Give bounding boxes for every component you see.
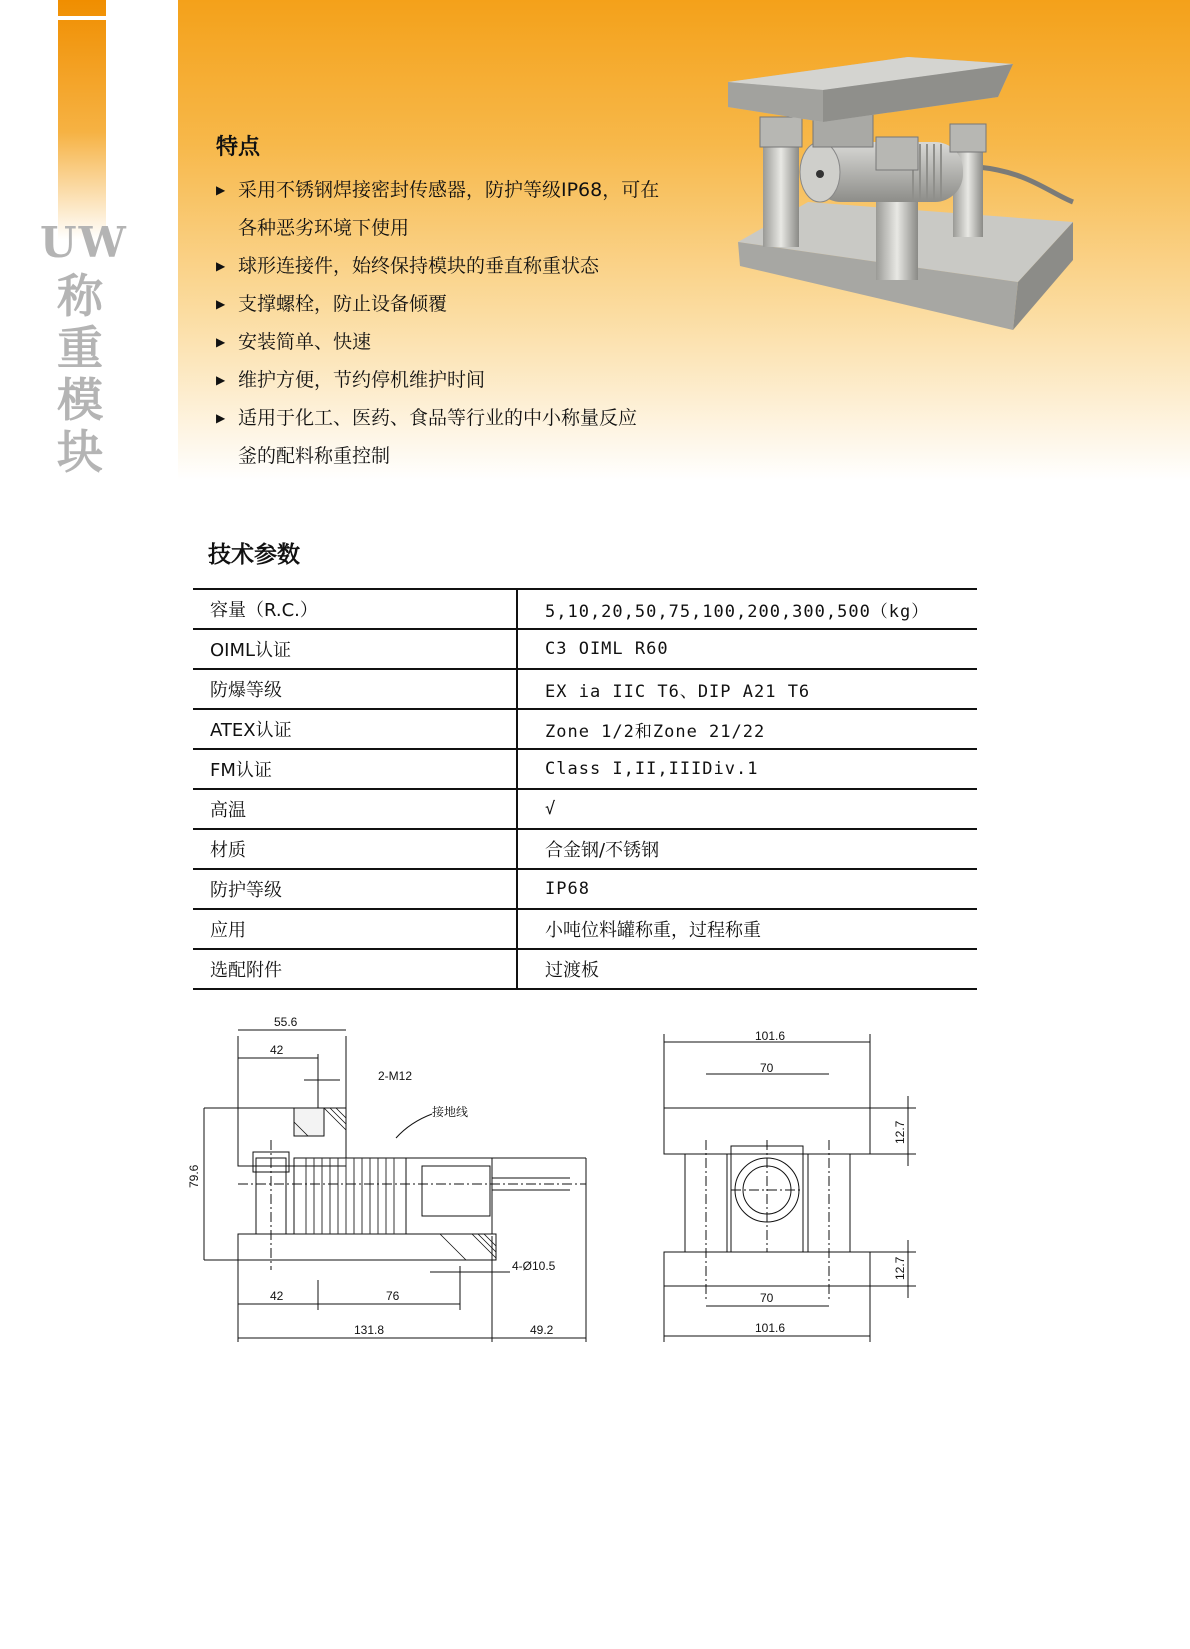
param-value: IP68 <box>545 879 590 899</box>
dim-label: 70 <box>760 1061 774 1075</box>
feature-item: ▶ 适用于化工、医药、食品等行业的中小称量反应 釜的配料称重控制 <box>210 399 710 475</box>
param-value: 5,10,20,50,75,100,200,300,500（kg） <box>545 601 930 622</box>
table-row <box>193 669 977 709</box>
param-value: √ <box>545 799 557 819</box>
table-row <box>193 949 977 989</box>
param-value: 过渡板 <box>545 960 599 981</box>
dim-label: 42 <box>270 1289 284 1303</box>
param-key: 材质 <box>193 829 517 869</box>
feature-item: ▶ 球形连接件，始终保持模块的垂直称重状态 <box>210 247 710 285</box>
bullet-arrow-icon: ▶ <box>216 297 226 311</box>
param-key: OIML认证 <box>193 629 517 669</box>
feature-item: ▶ 安装简单、快速 <box>210 323 710 361</box>
dim-label: 2-M12 <box>378 1069 413 1083</box>
dim-label: 101.6 <box>755 1029 786 1043</box>
dim-label: 4-Ø10.5 <box>512 1259 556 1273</box>
dim-label: 12.7 <box>893 1256 907 1280</box>
bullet-arrow-icon: ▶ <box>216 411 226 425</box>
table-row <box>193 869 977 909</box>
dim-label: 55.6 <box>274 1015 298 1029</box>
param-value: EX ia IIC T6、DIP A21 T6 <box>545 681 811 702</box>
param-key: 选配附件 <box>193 949 517 989</box>
dim-label: 接地线 <box>432 1105 469 1119</box>
table-row <box>193 909 977 949</box>
param-key: FM认证 <box>193 749 517 789</box>
dim-label: 42 <box>270 1043 284 1057</box>
param-key: ATEX认证 <box>193 709 517 749</box>
features-title: 特点 <box>216 135 261 160</box>
product-image <box>728 52 1088 342</box>
param-value: Class I,II,IIIDiv.1 <box>545 759 759 779</box>
accent-bar <box>58 0 106 240</box>
accent-notch <box>58 16 106 20</box>
param-key: 防爆等级 <box>193 669 517 709</box>
side-title <box>40 218 128 479</box>
dim-label: 70 <box>760 1291 774 1305</box>
param-value: 小吨位料罐称重，过程称重 <box>545 920 761 941</box>
table-row <box>193 709 977 749</box>
feature-item: ▶ 维护方便，节约停机维护时间 <box>210 361 710 399</box>
dim-label: 101.6 <box>755 1321 786 1335</box>
table-row <box>193 749 977 789</box>
technical-drawing <box>187 1015 980 1420</box>
bullet-arrow-icon: ▶ <box>216 373 226 387</box>
dim-label: 131.8 <box>354 1323 385 1337</box>
dim-label: 76 <box>386 1289 400 1303</box>
product-code: UW <box>40 218 128 267</box>
side-strip <box>0 0 178 480</box>
side-title-char: 称 <box>57 269 103 323</box>
dim-label: 79.6 <box>187 1164 201 1188</box>
dim-label: 12.7 <box>893 1120 907 1144</box>
param-key: 应用 <box>193 909 517 949</box>
table-row <box>193 829 977 869</box>
table-row <box>193 629 977 669</box>
param-value: 合金钢/不锈钢 <box>545 840 660 861</box>
param-key: 防护等级 <box>193 869 517 909</box>
table-row <box>193 589 977 629</box>
feature-item: ▶ 支撑螺栓，防止设备倾覆 <box>210 285 710 323</box>
side-title-char: 重 <box>57 321 103 375</box>
dim-label: 49.2 <box>530 1323 554 1337</box>
features-list <box>210 171 710 475</box>
feature-item: ▶ 采用不锈钢焊接密封传感器，防护等级IP68，可在 各种恶劣环境下使用 <box>210 171 710 247</box>
params-table <box>193 588 977 990</box>
side-title-char: 块 <box>57 425 103 479</box>
param-value: Zone 1/2和Zone 21/22 <box>545 721 766 742</box>
features-section <box>210 130 710 475</box>
param-key: 高温 <box>193 789 517 829</box>
bullet-arrow-icon: ▶ <box>216 335 226 349</box>
table-row <box>193 789 977 829</box>
param-key: 容量（R.C.） <box>193 589 517 629</box>
side-title-char: 模 <box>57 373 103 427</box>
params-title: 技术参数 <box>208 542 300 568</box>
bullet-arrow-icon: ▶ <box>216 259 226 273</box>
bullet-arrow-icon: ▶ <box>216 183 226 197</box>
param-value: C3 OIML R60 <box>545 639 669 659</box>
